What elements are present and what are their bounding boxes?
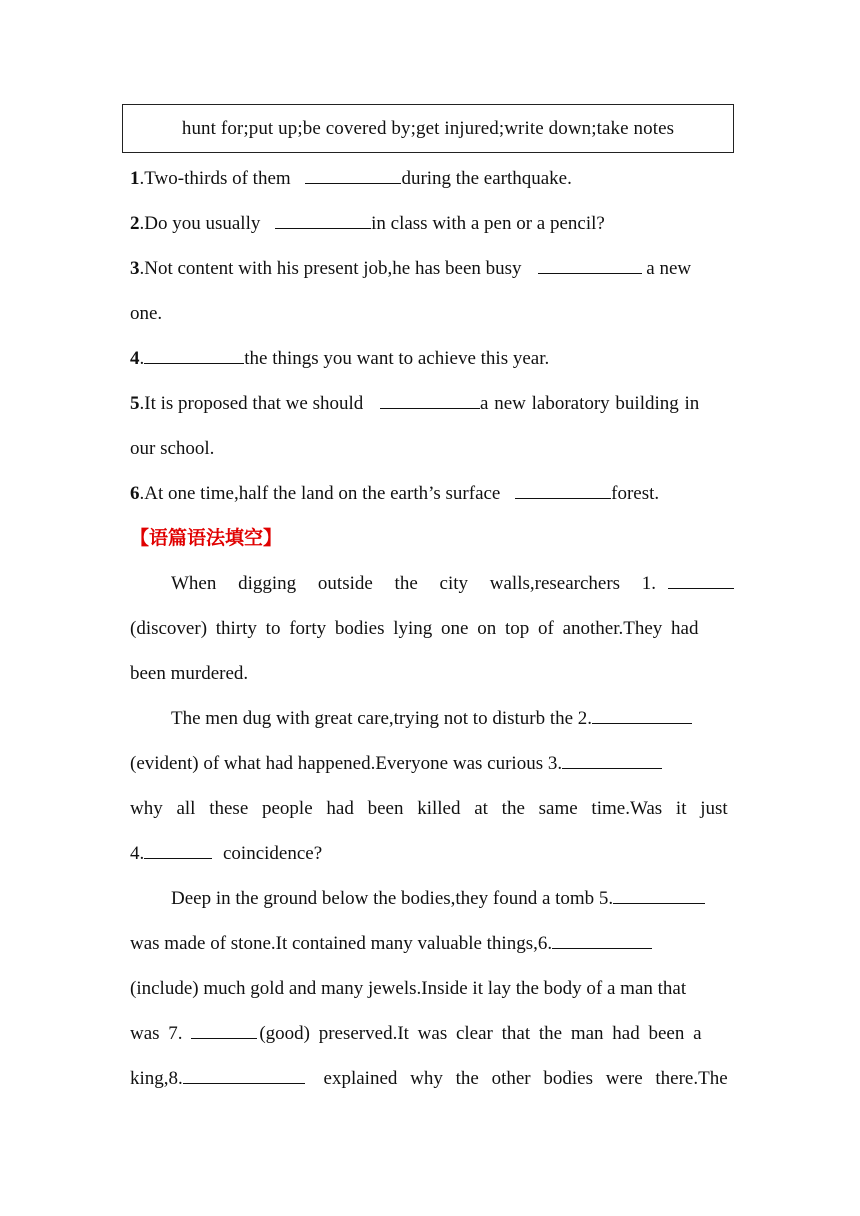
question-text: during the earthquake. bbox=[401, 168, 572, 189]
answer-blank[interactable] bbox=[538, 255, 642, 274]
question-text: .Not content with his present job,he has been busy bbox=[139, 258, 527, 279]
passage-text: The men dug with great care,trying not to disturb the 2. bbox=[171, 708, 593, 729]
answer-blank[interactable] bbox=[562, 750, 662, 769]
answer-blank[interactable] bbox=[515, 480, 611, 499]
passage-line bbox=[130, 921, 730, 966]
question-text: . bbox=[139, 348, 145, 369]
passage-text: been murdered. bbox=[130, 663, 249, 684]
passage-line bbox=[130, 696, 730, 741]
passage-text: (discover) thirty to forty bodies lying one on top of another.They had bbox=[130, 618, 699, 639]
question-number: 6 bbox=[130, 483, 140, 504]
passage-text: why all these people had been killed at the same time.Was it just bbox=[130, 798, 728, 819]
passage-line bbox=[130, 1056, 730, 1101]
question-text: in class with a pen or a pencil? bbox=[371, 213, 605, 234]
question-number: 2 bbox=[130, 213, 140, 234]
passage-text: Deep in the ground below the bodies,they found a tomb 5. bbox=[171, 888, 614, 909]
passage-text: (good) preserved.It was clear that the man had been a bbox=[259, 1023, 702, 1044]
question-number: 4 bbox=[130, 348, 140, 369]
passage-text: coincidence? bbox=[218, 843, 323, 864]
question-text: .At one time,half the land on the earth’s surface bbox=[139, 483, 506, 504]
question-1 bbox=[130, 156, 730, 201]
passage-text: was made of stone.It contained many valuable things,6. bbox=[130, 933, 553, 954]
passage-line bbox=[130, 741, 730, 786]
passage-text: was 7. bbox=[130, 1023, 192, 1044]
passage-line bbox=[130, 606, 730, 651]
question-text: the things you want to achieve this year. bbox=[244, 348, 550, 369]
question-2 bbox=[130, 201, 730, 246]
passage-text: king,8. bbox=[130, 1068, 183, 1089]
question-text: a new laboratory building in bbox=[480, 393, 700, 414]
passage-text: (include) much gold and many jewels.Inside it lay the body of a man that bbox=[130, 978, 687, 999]
answer-blank[interactable] bbox=[668, 570, 734, 589]
question-text: a new bbox=[646, 258, 692, 279]
question-6 bbox=[130, 471, 730, 516]
passage-text: explained why the other bodies were there.The bbox=[310, 1068, 728, 1089]
passage-line bbox=[130, 1011, 730, 1056]
passage-text: (evident) of what had happened.Everyone was curious 3. bbox=[130, 753, 563, 774]
question-4 bbox=[130, 336, 730, 381]
word-bank-box bbox=[122, 104, 734, 153]
question-5 bbox=[130, 381, 730, 426]
answer-blank[interactable] bbox=[592, 705, 692, 724]
answer-blank[interactable] bbox=[613, 885, 705, 904]
question-text: .Do you usually bbox=[139, 213, 266, 234]
question-text: our school. bbox=[130, 438, 215, 459]
passage-line bbox=[130, 561, 730, 606]
question-text: forest. bbox=[611, 483, 660, 504]
question-number: 1 bbox=[130, 168, 140, 189]
question-5-continued bbox=[130, 426, 730, 471]
passage-text: 4. bbox=[130, 843, 145, 864]
section-heading-text: 【语篇语法填空】 bbox=[130, 527, 283, 549]
question-number: 5 bbox=[130, 393, 140, 414]
question-3-continued bbox=[130, 291, 730, 336]
answer-blank[interactable] bbox=[191, 1020, 257, 1039]
question-text: .Two-thirds of them bbox=[139, 168, 296, 189]
passage-line bbox=[130, 876, 730, 921]
answer-blank[interactable] bbox=[183, 1065, 305, 1084]
passage-line bbox=[130, 651, 730, 696]
question-number: 3 bbox=[130, 258, 140, 279]
passage-line bbox=[130, 966, 730, 1011]
answer-blank[interactable] bbox=[380, 390, 480, 409]
passage-line bbox=[130, 831, 730, 876]
section-heading bbox=[130, 516, 730, 561]
question-text: .It is proposed that we should bbox=[139, 393, 369, 414]
word-bank-text: hunt for;put up;be covered by;get injured;write down;take notes bbox=[181, 117, 675, 139]
passage-text: When digging outside the city walls,researchers 1. bbox=[171, 573, 657, 594]
question-text: one. bbox=[130, 303, 163, 324]
answer-blank[interactable] bbox=[144, 840, 212, 859]
answer-blank[interactable] bbox=[144, 345, 244, 364]
passage-line bbox=[130, 786, 730, 831]
question-3 bbox=[130, 246, 730, 291]
answer-blank[interactable] bbox=[275, 210, 371, 229]
answer-blank[interactable] bbox=[552, 930, 652, 949]
answer-blank[interactable] bbox=[305, 165, 401, 184]
